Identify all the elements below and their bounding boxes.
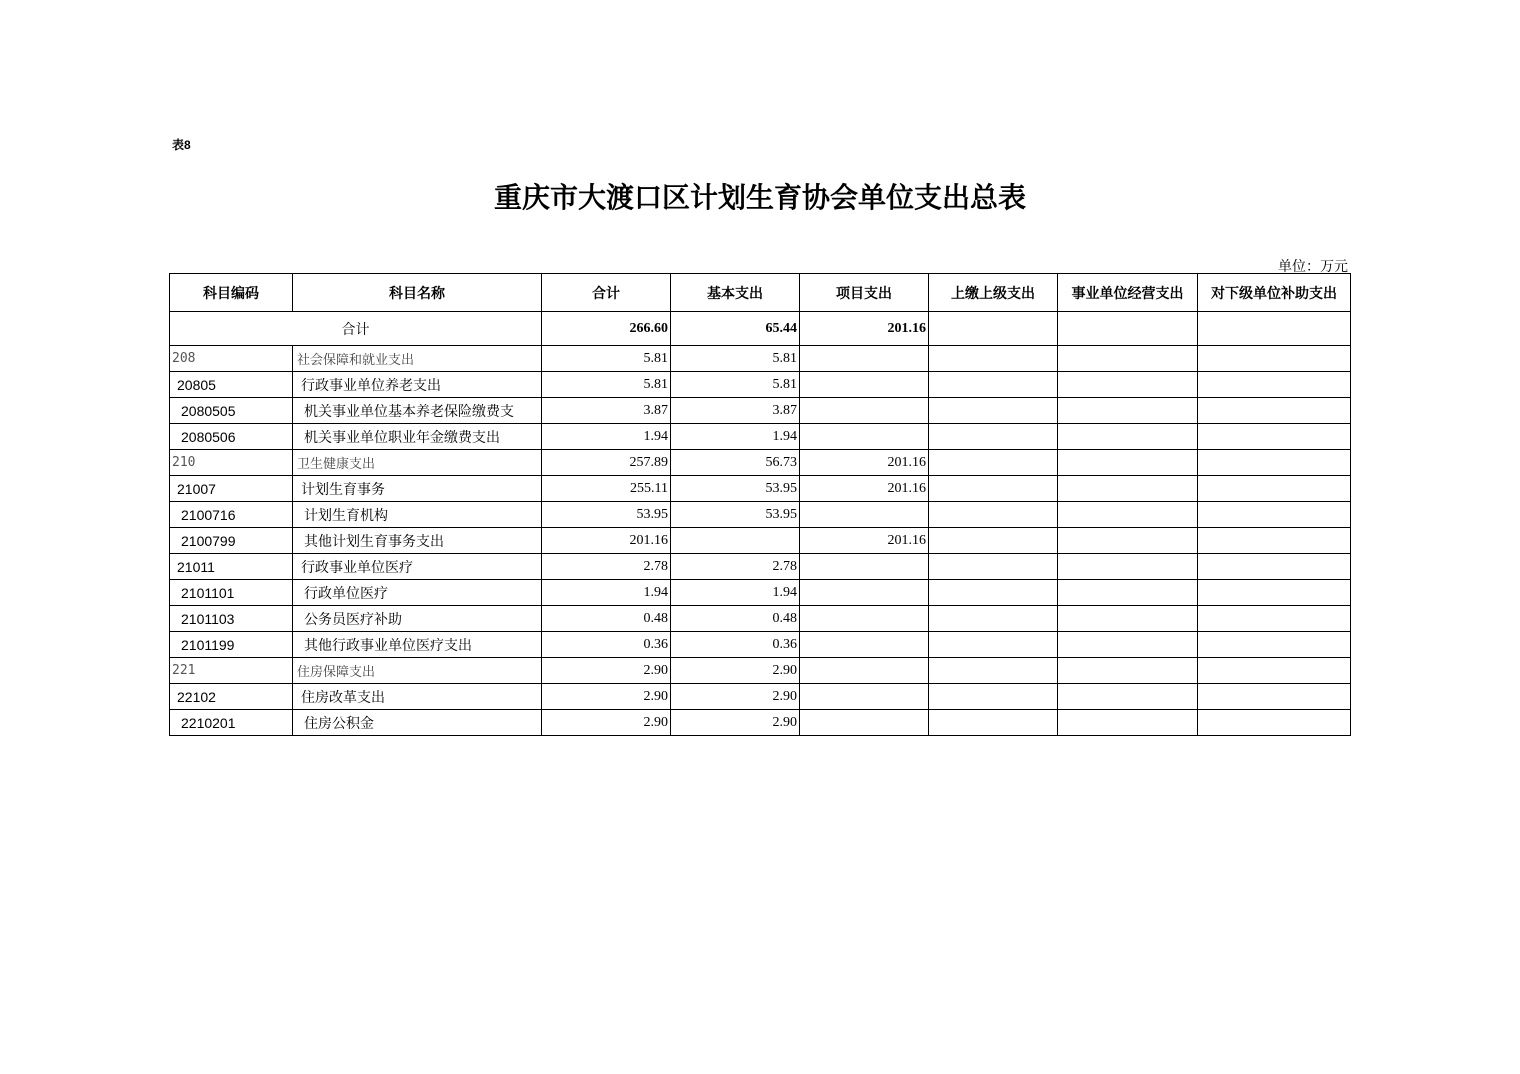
total-cell: 2.78 [542,554,671,580]
business-cell [1058,580,1198,606]
total-cell: 53.95 [542,502,671,528]
subsidy-cell [1198,658,1351,684]
total-label: 合计 [170,312,542,346]
remit-cell [929,398,1058,424]
basic-cell: 1.94 [671,424,800,450]
remit-cell [929,632,1058,658]
total-cell-basic: 65.44 [671,312,800,346]
column-header-project: 项目支出 [800,274,929,312]
total-cell-business [1058,312,1198,346]
total-cell: 2.90 [542,710,671,736]
total-cell: 0.36 [542,632,671,658]
project-cell [800,346,929,372]
name-cell: 卫生健康支出 [293,450,542,476]
subsidy-cell [1198,528,1351,554]
table-row [170,710,1351,736]
name-cell: 住房公积金 [293,710,542,736]
name-cell: 社会保障和就业支出 [293,346,542,372]
name-cell: 行政事业单位医疗 [293,554,542,580]
project-cell [800,372,929,398]
table-row [170,528,1351,554]
basic-cell [671,528,800,554]
basic-cell: 2.90 [671,658,800,684]
column-header-code: 科目编码 [170,274,293,312]
name-cell: 机关事业单位基本养老保险缴费支 [293,398,542,424]
column-header-remit: 上缴上级支出 [929,274,1058,312]
column-header-total: 合计 [542,274,671,312]
table-number-label: 表8 [172,138,191,152]
business-cell [1058,398,1198,424]
business-cell [1058,424,1198,450]
name-cell: 行政单位医疗 [293,580,542,606]
code-cell: 2080506 [170,424,293,450]
project-cell: 201.16 [800,476,929,502]
remit-cell [929,528,1058,554]
table-row [170,398,1351,424]
subsidy-cell [1198,554,1351,580]
subsidy-cell [1198,346,1351,372]
code-cell: 21011 [170,554,293,580]
remit-cell [929,372,1058,398]
business-cell [1058,554,1198,580]
project-cell [800,710,929,736]
project-cell [800,502,929,528]
table-row [170,658,1351,684]
subsidy-cell [1198,476,1351,502]
table-header-row [170,274,1351,312]
total-row [170,312,1351,346]
project-cell [800,606,929,632]
remit-cell [929,476,1058,502]
total-cell-subsidy [1198,312,1351,346]
total-cell: 1.94 [542,424,671,450]
project-cell: 201.16 [800,450,929,476]
name-cell: 公务员医疗补助 [293,606,542,632]
subsidy-cell [1198,684,1351,710]
subsidy-cell [1198,580,1351,606]
business-cell [1058,710,1198,736]
basic-cell: 2.90 [671,684,800,710]
name-cell: 计划生育机构 [293,502,542,528]
page-title: 重庆市大渡口区计划生育协会单位支出总表 [493,181,1026,214]
total-cell-remit [929,312,1058,346]
remit-cell [929,554,1058,580]
table-row [170,632,1351,658]
project-cell [800,632,929,658]
column-header-business: 事业单位经营支出 [1058,274,1198,312]
table-row [170,554,1351,580]
total-cell: 5.81 [542,346,671,372]
project-cell [800,658,929,684]
business-cell [1058,528,1198,554]
code-cell: 2100716 [170,502,293,528]
business-cell [1058,346,1198,372]
total-cell: 2.90 [542,658,671,684]
subsidy-cell [1198,632,1351,658]
remit-cell [929,658,1058,684]
table-row [170,372,1351,398]
project-cell [800,554,929,580]
code-cell: 221 [170,658,293,684]
business-cell [1058,658,1198,684]
code-cell: 2210201 [170,710,293,736]
table-row [170,606,1351,632]
basic-cell: 2.78 [671,554,800,580]
name-cell: 行政事业单位养老支出 [293,372,542,398]
basic-cell: 53.95 [671,476,800,502]
remit-cell [929,502,1058,528]
table-row [170,450,1351,476]
code-cell: 2100799 [170,528,293,554]
subsidy-cell [1198,606,1351,632]
unit-label: 单位：万元 [1278,260,1348,275]
remit-cell [929,346,1058,372]
business-cell [1058,606,1198,632]
business-cell [1058,476,1198,502]
basic-cell: 5.81 [671,346,800,372]
name-cell: 其他计划生育事务支出 [293,528,542,554]
column-header-name: 科目名称 [293,274,542,312]
business-cell [1058,450,1198,476]
subsidy-cell [1198,502,1351,528]
code-cell: 2101103 [170,606,293,632]
name-cell: 机关事业单位职业年金缴费支出 [293,424,542,450]
code-cell: 21007 [170,476,293,502]
basic-cell: 2.90 [671,710,800,736]
table-row [170,476,1351,502]
basic-cell: 0.36 [671,632,800,658]
subsidy-cell [1198,372,1351,398]
project-cell: 201.16 [800,528,929,554]
basic-cell: 1.94 [671,580,800,606]
basic-cell: 0.48 [671,606,800,632]
basic-cell: 56.73 [671,450,800,476]
total-cell: 1.94 [542,580,671,606]
business-cell [1058,372,1198,398]
table-row [170,684,1351,710]
name-cell: 住房改革支出 [293,684,542,710]
total-cell: 2.90 [542,684,671,710]
code-cell: 22102 [170,684,293,710]
column-header-basic: 基本支出 [671,274,800,312]
remit-cell [929,606,1058,632]
remit-cell [929,710,1058,736]
project-cell [800,580,929,606]
table-row [170,346,1351,372]
total-cell: 3.87 [542,398,671,424]
subsidy-cell [1198,450,1351,476]
subsidy-cell [1198,424,1351,450]
total-cell: 255.11 [542,476,671,502]
table-row [170,424,1351,450]
code-cell: 208 [170,346,293,372]
remit-cell [929,424,1058,450]
business-cell [1058,632,1198,658]
table-row [170,580,1351,606]
total-cell-project: 201.16 [800,312,929,346]
code-cell: 20805 [170,372,293,398]
total-cell-total: 266.60 [542,312,671,346]
name-cell: 其他行政事业单位医疗支出 [293,632,542,658]
remit-cell [929,684,1058,710]
expenditure-table [169,273,1351,736]
subsidy-cell [1198,398,1351,424]
column-header-subsidy: 对下级单位补助支出 [1198,274,1351,312]
total-cell: 257.89 [542,450,671,476]
project-cell [800,424,929,450]
total-cell: 201.16 [542,528,671,554]
code-cell: 210 [170,450,293,476]
code-cell: 2101101 [170,580,293,606]
business-cell [1058,502,1198,528]
subsidy-cell [1198,710,1351,736]
remit-cell [929,580,1058,606]
project-cell [800,398,929,424]
total-cell: 0.48 [542,606,671,632]
code-cell: 2101199 [170,632,293,658]
project-cell [800,684,929,710]
total-cell: 5.81 [542,372,671,398]
basic-cell: 53.95 [671,502,800,528]
basic-cell: 5.81 [671,372,800,398]
business-cell [1058,684,1198,710]
basic-cell: 3.87 [671,398,800,424]
code-cell: 2080505 [170,398,293,424]
name-cell: 住房保障支出 [293,658,542,684]
table-row [170,502,1351,528]
name-cell: 计划生育事务 [293,476,542,502]
remit-cell [929,450,1058,476]
